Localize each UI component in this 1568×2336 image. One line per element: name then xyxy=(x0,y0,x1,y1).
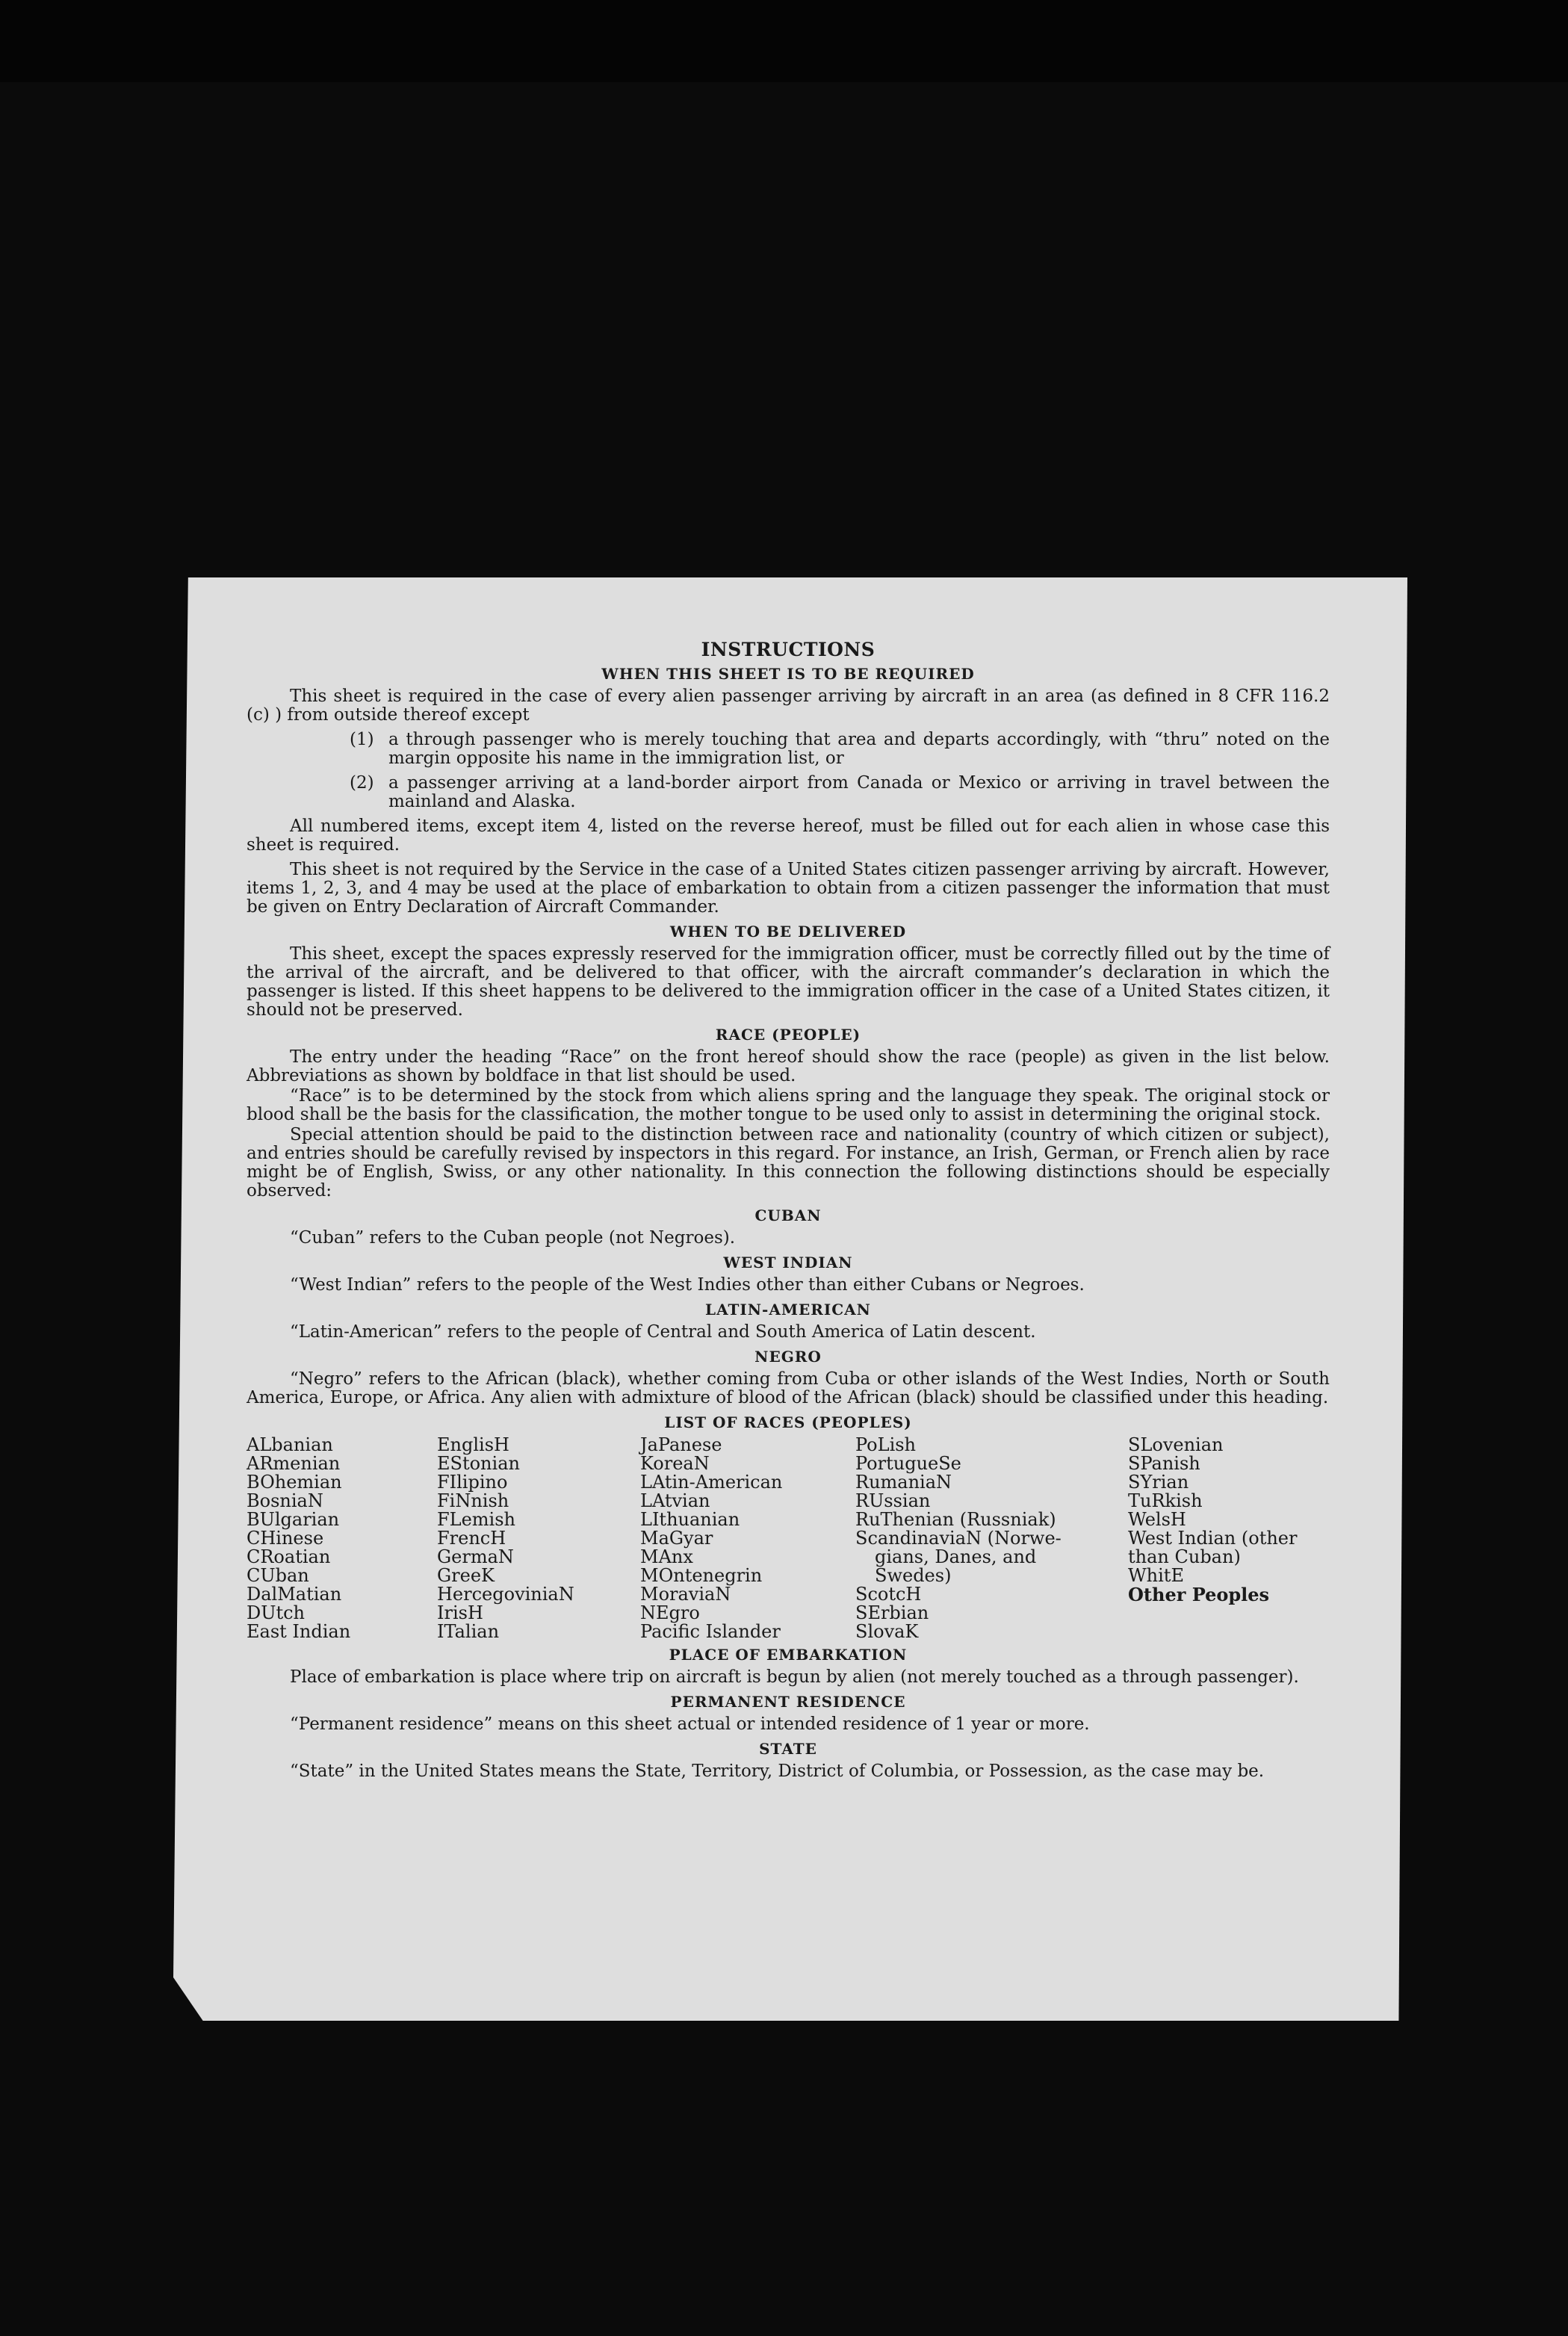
race-entry: HercegoviniaN xyxy=(437,1584,574,1605)
race-entry: NEgro xyxy=(640,1602,700,1623)
race-entry: MoraviaN xyxy=(640,1584,731,1605)
races-column-2 xyxy=(437,1436,640,1641)
race-entry: LAtvian xyxy=(640,1490,710,1511)
paragraph-numbered-items: All numbered items, except item 4, listed on the reverse hereof, must be filled out for each alien in whose case this sheet is required. xyxy=(247,817,1330,855)
race-entry: RUssian xyxy=(855,1490,931,1511)
race-entry: ALbanian xyxy=(247,1434,333,1455)
heading-when-delivered: WHEN TO BE DELIVERED xyxy=(669,923,907,941)
race-entry: LAtin-American xyxy=(640,1472,783,1493)
race-entry: JaPanese xyxy=(640,1434,722,1455)
race-entry: FIlipino xyxy=(437,1472,508,1493)
paragraph-race-2: “Race” is to be determined by the stock from which aliens spring and the language they speak. The original stock or blood shall be the basis for the classification, the mother tongue to be used only to assist in determining the original stock. xyxy=(247,1086,1330,1124)
race-entry: Pacific Islander xyxy=(640,1621,781,1642)
heading-list-of-races: LIST OF RACES (PEOPLES) xyxy=(664,1413,912,1431)
paragraph-race-1: The entry under the heading “Race” on the front hereof should show the race (people) as given in the list below. Abbreviations as shown by boldface in that list should be used. xyxy=(247,1047,1330,1085)
race-entry: FrencH xyxy=(437,1528,506,1549)
paragraph-embarkation: Place of embarkation is place where trip on aircraft is begun by alien (not merely touched as a through passenger). xyxy=(290,1667,1299,1687)
heading-embarkation: PLACE OF EMBARKATION xyxy=(669,1646,908,1664)
heading-when-required: WHEN THIS SHEET IS TO BE REQUIRED xyxy=(601,665,975,683)
races-column-4 xyxy=(855,1436,1128,1641)
race-entry: BosniaN xyxy=(247,1490,323,1511)
heading-race: RACE (PEOPLE) xyxy=(715,1026,861,1044)
race-entry-other: Other Peoples xyxy=(1128,1584,1270,1605)
race-entry: FLemish xyxy=(437,1509,515,1530)
paragraph-state: “State” in the United States means the State, Territory, District of Columbia, or Possession, as the case may be. xyxy=(290,1762,1265,1781)
paragraph-cuban: “Cuban” refers to the Cuban people (not Negroes). xyxy=(290,1228,736,1248)
heading-latin-american: LATIN-AMERICAN xyxy=(705,1301,871,1319)
paragraph-latin-american: “Latin-American” refers to the people of Central and South America of Latin descent. xyxy=(290,1322,1036,1342)
race-entry-continued: than Cuban) xyxy=(1128,1546,1241,1567)
race-entry: BUlgarian xyxy=(247,1509,340,1530)
instructions-content xyxy=(247,639,1330,1787)
race-entry: RuThenian (Russniak) xyxy=(855,1509,1056,1530)
paragraph-west-indian: “West Indian” refers to the people of the West Indies other than either Cubans or Negroes. xyxy=(290,1275,1085,1295)
race-entry: DalMatian xyxy=(247,1584,342,1605)
race-entry: SLovenian xyxy=(1128,1434,1224,1455)
page-title: INSTRUCTIONS xyxy=(701,639,876,660)
race-entry: GreeK xyxy=(437,1565,495,1586)
races-column-3 xyxy=(640,1436,855,1641)
race-entry: MOntenegrin xyxy=(640,1565,763,1586)
race-entry-continued: Swedes) xyxy=(875,1565,952,1586)
race-entry: PoLish xyxy=(855,1434,917,1455)
race-entry: SYrian xyxy=(1128,1472,1189,1493)
scan-border xyxy=(0,0,1568,82)
race-entry: MaGyar xyxy=(640,1528,713,1549)
race-entry: FiNnish xyxy=(437,1490,509,1511)
exception-item-2 xyxy=(350,774,1330,811)
race-entry: SErbian xyxy=(855,1602,929,1623)
race-entry: KoreaN xyxy=(640,1453,710,1474)
paragraph-citizen: This sheet is not required by the Service in the case of a United States citizen passenger arriving by aircraft. However, items 1, 2, 3, and 4 may be used at the place of embarkation to obtain from a citizen passenger the information that must be given on Entry Declaration of Aircraft Commander. xyxy=(247,860,1330,917)
races-column-1 xyxy=(247,1436,437,1641)
races-list xyxy=(247,1436,1330,1641)
race-entry: MAnx xyxy=(640,1546,693,1567)
paragraph-race-3: Special attention should be paid to the distinction between race and nationality (country of which citizen or subject), and entries should be carefully revised by inspectors in this regard. For instance, an Irish, German, or French alien by race might be of English, Swiss, or any other nationality. In this connection the following distinctions should be especially observed: xyxy=(247,1125,1330,1200)
race-entry: RumaniaN xyxy=(855,1472,952,1493)
heading-west-indian: WEST INDIAN xyxy=(723,1254,853,1271)
race-entry: SPanish xyxy=(1128,1453,1200,1474)
race-entry: CHinese xyxy=(247,1528,324,1549)
race-entry: ScandinaviaN (Norwe- xyxy=(855,1528,1062,1549)
race-entry: East Indian xyxy=(247,1621,351,1642)
item-number: (2) xyxy=(350,773,374,793)
heading-negro: NEGRO xyxy=(754,1348,822,1366)
heading-state: STATE xyxy=(759,1740,817,1758)
race-entry: West Indian (other xyxy=(1128,1528,1298,1549)
item-text: a through passenger who is merely touching that area and departs accordingly, with “thru” noted on the margin opposite his name in the immigration list, or xyxy=(388,730,1330,768)
race-entry: SlovaK xyxy=(855,1621,919,1642)
item-text: a passenger arriving at a land-border airport from Canada or Mexico or arriving in travel between the mainland and Alaska. xyxy=(388,773,1330,811)
item-number: (1) xyxy=(350,730,374,749)
paragraph-delivered: This sheet, except the spaces expressly reserved for the immigration officer, must be correctly filled out by the time of the arrival of the aircraft, and be delivered to that officer, with the aircraft commander’s declaration in which the passenger is listed. If this sheet happens to be delivered to the immigration officer in the case of a United States citizen, it should not be preserved. xyxy=(247,944,1330,1020)
paragraph-negro: “Negro” refers to the African (black), whether coming from Cuba or other islands of the West Indies, North or South America, Europe, or Africa. Any alien with admixture of blood of the African (black) should be classified under this heading. xyxy=(247,1369,1330,1407)
paragraph-residence: “Permanent residence” means on this sheet actual or intended residence of 1 year or more. xyxy=(290,1714,1090,1734)
paragraph-required: This sheet is required in the case of every alien passenger arriving by aircraft in an area (as defined in 8 CFR 116.2 (c) ) from outside thereof except xyxy=(247,687,1330,725)
races-column-5 xyxy=(1128,1436,1330,1641)
heading-residence: PERMANENT RESIDENCE xyxy=(670,1693,906,1711)
race-entry: ARmenian xyxy=(247,1453,341,1474)
race-entry: EnglisH xyxy=(437,1434,509,1455)
race-entry: ScotcH xyxy=(855,1584,922,1605)
race-entry: DUtch xyxy=(247,1602,306,1623)
race-entry: PortugueSe xyxy=(855,1453,961,1474)
race-entry: EStonian xyxy=(437,1453,520,1474)
race-entry: TuRkish xyxy=(1128,1490,1203,1511)
race-entry: GermaN xyxy=(437,1546,514,1567)
race-entry: WhitE xyxy=(1128,1565,1184,1586)
race-entry: CRoatian xyxy=(247,1546,331,1567)
race-entry: BOhemian xyxy=(247,1472,342,1493)
race-entry: IrisH xyxy=(437,1602,483,1623)
exception-item-1 xyxy=(350,731,1330,768)
race-entry: ITalian xyxy=(437,1621,500,1642)
race-entry-continued: gians, Danes, and xyxy=(875,1546,1037,1567)
race-entry: LIthuanian xyxy=(640,1509,740,1530)
heading-cuban: CUBAN xyxy=(754,1206,822,1224)
race-entry: CUban xyxy=(247,1565,309,1586)
race-entry: WelsH xyxy=(1128,1509,1186,1530)
